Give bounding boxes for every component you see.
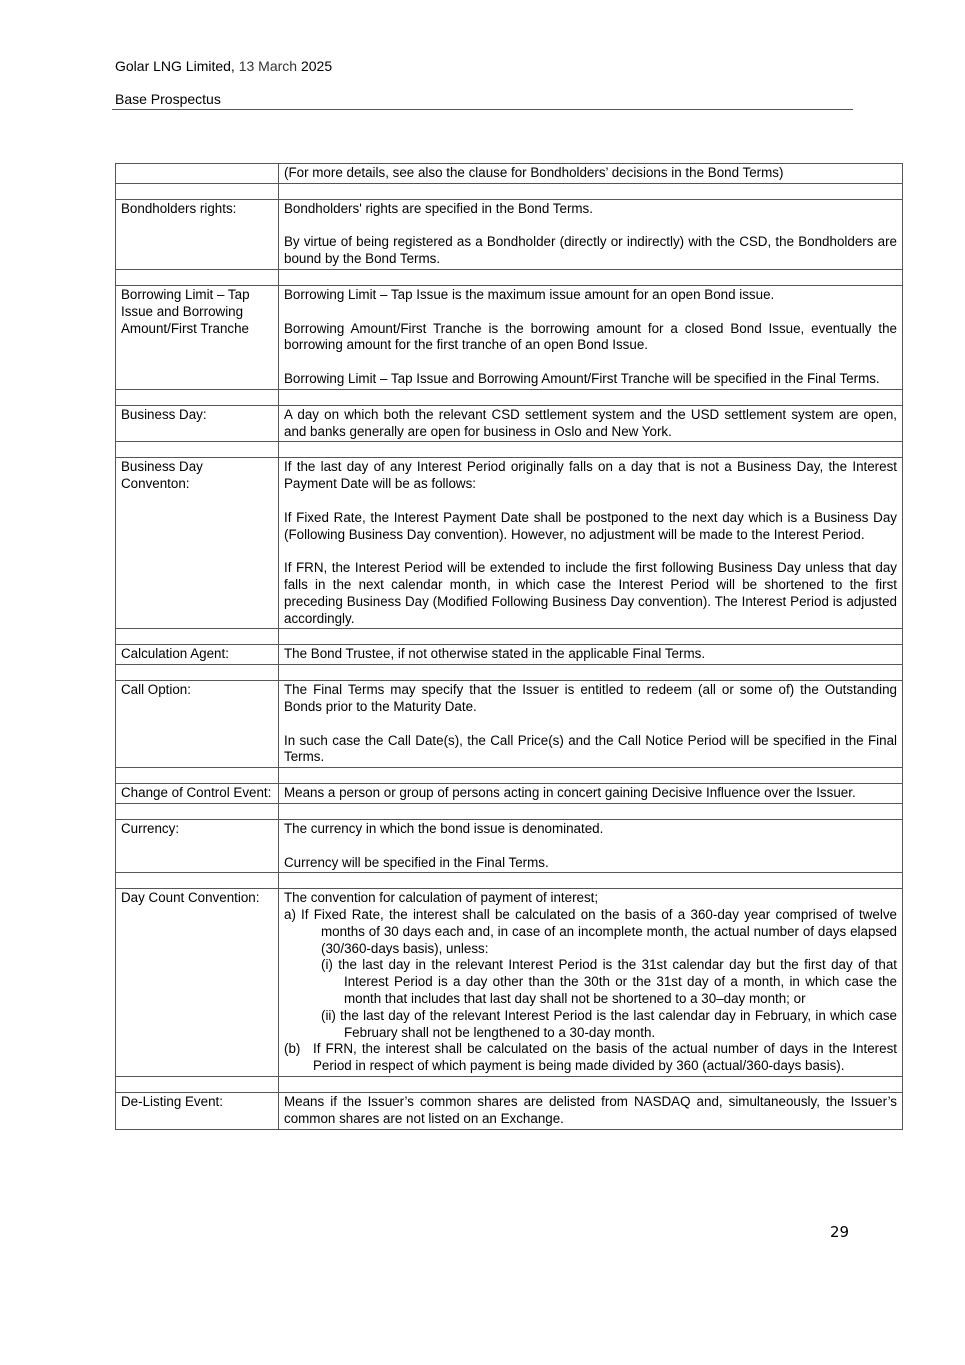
definition-text: Bondholders' rights are specified in the Bond Terms. [284, 200, 593, 216]
spacer-row [116, 269, 903, 285]
intro-note: (For more details, see also the clause for Bondholders’ decisions in the Bond Terms) [284, 165, 784, 180]
definition-text: Means if the Issuer’s common shares are delisted from NASDAQ and, simultaneously, the Issuer’s common shares are not listed on an Exchange. [284, 1094, 897, 1126]
term-day-count-convention: Day Count Convention: [116, 889, 279, 1077]
definition-text: The currency in which the bond issue is denominated. [284, 820, 604, 836]
list-item [284, 1041, 897, 1075]
definition-text: If Fixed Rate, the Interest Payment Date shall be postponed to the next day which is a Business Day (Following Business Day convention). However, no adjustment will be made to the Interest Period. [284, 509, 897, 542]
term-calculation-agent: Calculation Agent: [116, 645, 279, 665]
header-rule [112, 109, 853, 110]
list-text: If FRN, the interest shall be calculated on the basis of the actual number of days in the Interest Period in respect of which payment is being made divided by 360 (actual/360-days basis). [313, 1041, 897, 1074]
spacer-row [116, 629, 903, 645]
table-row [116, 405, 903, 442]
definition-text: By virtue of being registered as a Bondholder (directly or indirectly) with the CSD, the Bondholders are bound by the Bond Terms. [284, 234, 897, 267]
definition-text: The Final Terms may specify that the Issuer is entitled to redeem (all or some of) the Outstanding Bonds prior to the Maturity Date. [284, 682, 897, 714]
spacer-row [116, 803, 903, 819]
term-bondholders-rights: Bondholders rights: [116, 199, 279, 269]
definition-text: Borrowing Limit – Tap Issue is the maximum issue amount for an open Bond issue. [284, 286, 775, 302]
list-item: (ii) the last day of the relevant Interest Period is the last calendar day in February, in which case February shall not be lengthened to a 30-day month. [321, 1007, 897, 1040]
definition-text: In such case the Call Date(s), the Call Price(s) and the Call Notice Period will be specified in the Final Terms. [284, 732, 897, 765]
term-business-day-convention: Business Day Conventon: [116, 458, 279, 629]
term-change-of-control: Change of Control Event: [116, 784, 279, 804]
header-company [115, 58, 332, 74]
table-row [116, 1093, 903, 1130]
list-text: If Fixed Rate, the interest shall be calculated on the basis of a 360-day year comprised of twelve months of 30 days each and, in case of an incomplete month, the actual number of days elapsed (30/360-days basis), unless: [301, 907, 897, 956]
table-row [116, 199, 903, 269]
term-borrowing-limit: Borrowing Limit – Tap Issue and Borrowing Amount/First Tranche [116, 285, 279, 389]
spacer-row [116, 768, 903, 784]
header-document-title: Base Prospectus [115, 91, 221, 107]
list-item: (i) the last day in the relevant Interest Period is the 31st calendar day but the first day of that Interest Period is a day other than the 30th or the 31st day of a month, in which case the month that includes that last day shall not be shortened to a 30–day month; or [321, 957, 897, 1007]
definition-text: The convention for calculation of payment of interest; [284, 890, 599, 906]
definition-text: Borrowing Amount/First Tranche is the borrowing amount for a closed Bond Issue, eventually the borrowing amount for the first tranche of an open Bond Issue. [284, 320, 897, 353]
table-row [116, 645, 903, 665]
term-de-listing-event: De-Listing Event: [116, 1093, 279, 1130]
table-row [116, 458, 903, 629]
spacer-row [116, 183, 903, 199]
spacer-row [116, 665, 903, 681]
list-label: a) [284, 907, 296, 923]
definition-text: Means a person or group of persons acting in concert gaining Decisive Influence over the Issuer. [284, 785, 856, 801]
spacer-row [116, 1077, 903, 1093]
table-row [116, 889, 903, 1077]
table-row [116, 681, 903, 768]
table-row [116, 285, 903, 389]
term-call-option: Call Option: [116, 681, 279, 768]
spacer-row [116, 389, 903, 405]
table-row [116, 164, 903, 184]
definition-text: The Bond Trustee, if not otherwise stated in the applicable Final Terms. [284, 646, 706, 662]
definition-text: Currency will be specified in the Final Terms. [284, 854, 549, 870]
definition-text: If FRN, the Interest Period will be extended to include the first following Business Day unless that day falls in the next calendar month, in which case the Interest Period will be shortened to the first preceding Business Day (Modified Following Business Day convention). The Interest Period is adjusted accordingly. [284, 560, 897, 626]
definition-text: A day on which both the relevant CSD settlement system and the USD settlement system are open, and banks generally are open for business in Oslo and New York. [284, 406, 897, 439]
list-item [284, 907, 897, 957]
page-number: 29 [830, 1223, 850, 1241]
term-business-day: Business Day: [116, 405, 279, 442]
terms-table [115, 163, 903, 1130]
header-year: 2025 [300, 58, 333, 74]
list-label: (b) [284, 1041, 301, 1057]
term-currency: Currency: [116, 819, 279, 872]
header-date: 13 March [238, 58, 298, 74]
company-name: Golar LNG Limited, [115, 58, 235, 74]
definition-text: If the last day of any Interest Period originally falls on a day that is not a Business Day, the Interest Payment Date will be as follows: [284, 459, 897, 492]
definition-text: Borrowing Limit – Tap Issue and Borrowing Amount/First Tranche will be specified in the Final Terms. [284, 370, 880, 386]
spacer-row [116, 442, 903, 458]
spacer-row [116, 873, 903, 889]
table-row [116, 819, 903, 872]
table-row [116, 784, 903, 804]
